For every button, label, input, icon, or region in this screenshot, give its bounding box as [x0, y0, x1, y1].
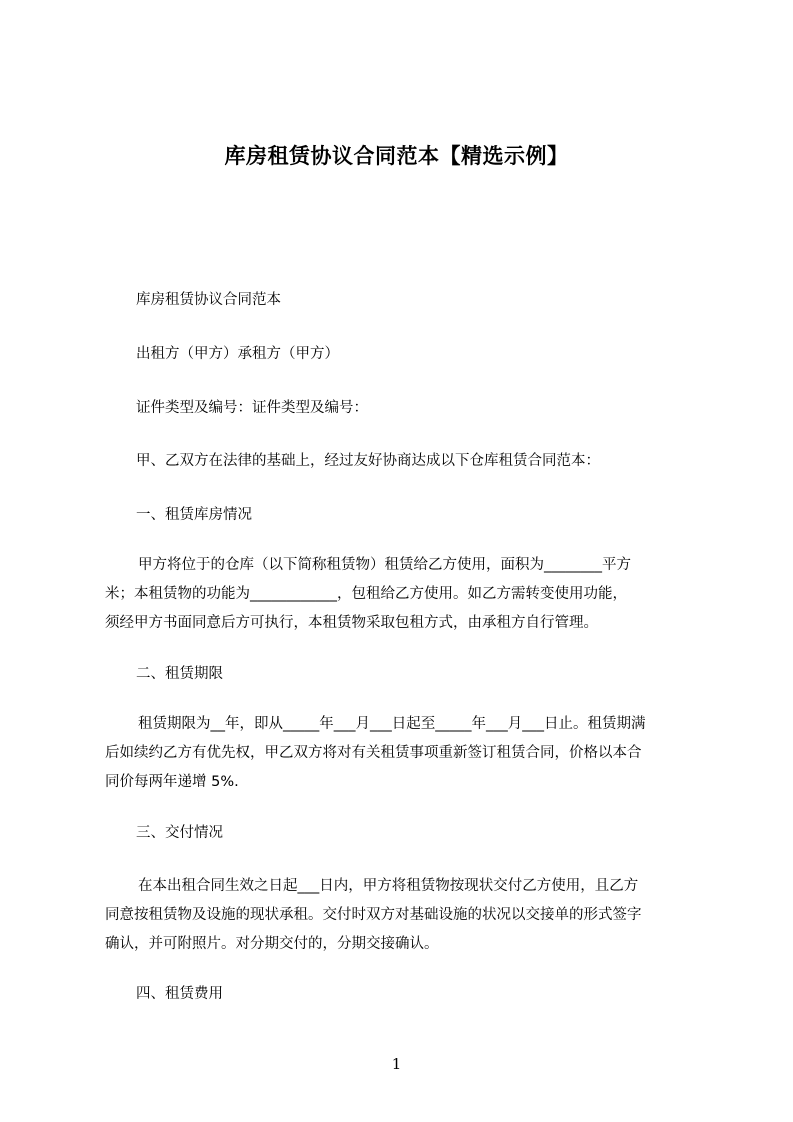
- paragraph-line: 确认，并可附照片。对分期交付的，分期交接确认。: [105, 936, 439, 952]
- document-subtitle: 库房租赁协议合同范本: [136, 292, 281, 308]
- parties-line: 出租方（甲方）承租方（甲方）: [136, 346, 339, 362]
- section-heading: 二、租赁期限: [136, 666, 223, 682]
- document-title: 库房租赁协议合同范本【精选示例】: [224, 144, 569, 168]
- section-paragraph: [105, 710, 695, 797]
- paragraph-line: 同意按租赁物及设施的现状承租。交付时双方对基础设施的状况以交接单的形式签字: [105, 907, 642, 923]
- paragraph-line: 后如续约乙方有优先权，甲乙双方将对有关租赁事项重新签订租赁合同，价格以本合: [105, 745, 642, 761]
- paragraph-line: 甲方将位于的仓库（以下简称租赁物）租赁给乙方使用，面积为________平方: [138, 557, 631, 573]
- paragraph-line: 租赁期限为__年，即从_____年___月___日起至_____年___月___日止。租赁期满: [138, 716, 646, 732]
- section-heading: 四、租赁费用: [136, 986, 223, 1002]
- section-paragraph: [105, 872, 695, 959]
- page-number: 1: [391, 1055, 402, 1073]
- intro-line: 甲、乙双方在法律的基础上，经过友好协商达成以下仓库租赁合同范本：: [136, 453, 600, 469]
- paragraph-line: 在本出租合同生效之日起___日内，甲方将租赁物按现状交付乙方使用，且乙方: [138, 878, 639, 894]
- section-heading: 一、租赁库房情况: [136, 507, 252, 523]
- paragraph-line: 须经甲方书面同意后方可执行，本租赁物采取包租方式，由承租方自行管理。: [105, 615, 598, 631]
- section-paragraph: [105, 551, 695, 638]
- paragraph-line: 同价每两年递增 5%.: [105, 774, 239, 790]
- section-heading: 三、交付情况: [136, 825, 223, 841]
- paragraph-line: 米；本租赁物的功能为____________，包租给乙方使用。如乙方需转变使用功能，: [105, 586, 627, 602]
- id-line: 证件类型及编号：证件类型及编号：: [136, 400, 368, 416]
